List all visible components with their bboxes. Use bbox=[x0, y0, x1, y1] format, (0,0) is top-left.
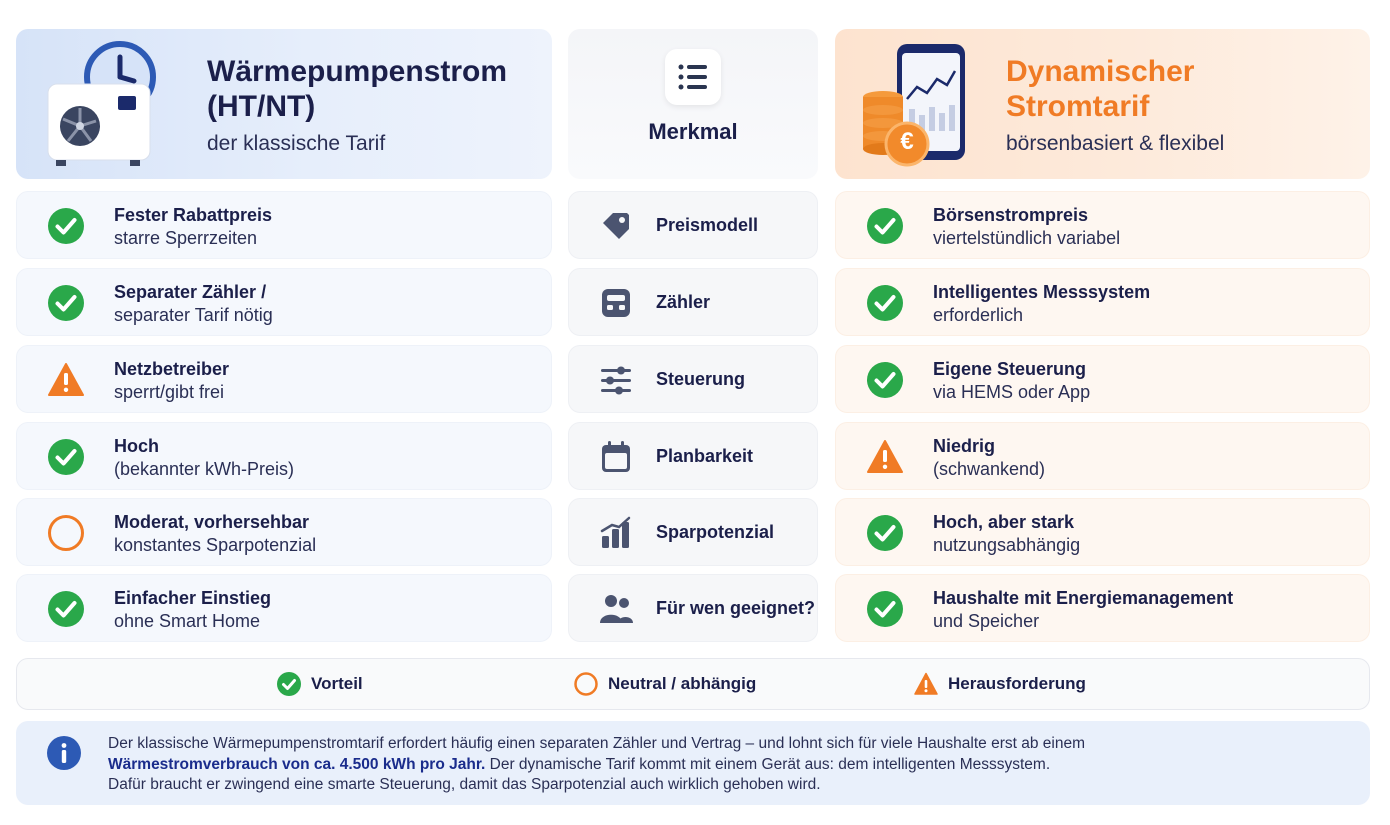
cell-title: Intelligentes Messsystem bbox=[933, 282, 1151, 302]
cell-detail: (bekannter kWh-Preis) bbox=[114, 459, 295, 479]
cell-title: Netzbetreiber bbox=[114, 359, 230, 379]
cell-detail: ohne Smart Home bbox=[114, 611, 261, 631]
feature-label: Preismodell bbox=[656, 215, 759, 235]
info-box bbox=[16, 721, 1370, 805]
info-line2 bbox=[108, 755, 1348, 776]
cell-title: Niedrig bbox=[933, 436, 996, 456]
cell-text bbox=[933, 358, 1090, 404]
left-header-subtitle: der klassische Tarif bbox=[207, 132, 386, 155]
cell-text bbox=[114, 358, 229, 404]
cell-title: Separater Zähler / bbox=[114, 282, 267, 302]
row-feature-cell bbox=[568, 574, 818, 642]
euro-symbol: € bbox=[900, 128, 914, 155]
feature-label: Zähler bbox=[656, 292, 711, 312]
users-icon bbox=[599, 592, 633, 626]
cell-detail: (schwankend) bbox=[933, 459, 1046, 479]
left-header-title-line1: Wärmepumpenstrom bbox=[207, 55, 508, 88]
row-left-cell bbox=[16, 422, 552, 490]
right-header-title-line1: Dynamischer bbox=[1006, 55, 1195, 88]
feature-label: Sparpotenzial bbox=[656, 522, 775, 542]
feature-label: Planbarkeit bbox=[656, 446, 754, 466]
cell-text bbox=[933, 281, 1150, 327]
check-icon bbox=[866, 207, 904, 245]
row-left-cell bbox=[16, 498, 552, 566]
calendar-icon bbox=[599, 440, 633, 474]
legend-neutral bbox=[574, 672, 756, 696]
cell-text bbox=[933, 511, 1080, 557]
legend-advantage-label: Vorteil bbox=[311, 674, 363, 693]
cell-title: Haushalte mit Energiemanagement bbox=[933, 588, 1234, 608]
info-line2-text: Der dynamische Tarif kommt mit einem Gerät aus: dem intelligenten Messsystem. bbox=[489, 755, 1051, 773]
info-text bbox=[108, 734, 1348, 796]
left-header-title-line2: (HT/NT) bbox=[207, 90, 316, 123]
row-left-cell bbox=[16, 574, 552, 642]
right-header-title bbox=[1006, 54, 1194, 124]
row-right-cell bbox=[835, 574, 1370, 642]
cell-detail: sperrt/gibt frei bbox=[114, 382, 225, 402]
legend-challenge bbox=[914, 672, 1086, 696]
row-right-cell bbox=[835, 345, 1370, 413]
bar-chart-icon bbox=[599, 516, 633, 550]
check-icon bbox=[866, 590, 904, 628]
tag-icon bbox=[599, 209, 633, 243]
feature-header bbox=[568, 29, 818, 179]
cell-detail: via HEMS oder App bbox=[933, 382, 1091, 402]
row-feature-cell bbox=[568, 345, 818, 413]
legend-neutral-label: Neutral / abhängig bbox=[608, 674, 757, 693]
cell-title: Moderat, vorhersehbar bbox=[114, 512, 310, 532]
cell-text bbox=[114, 281, 273, 327]
row-left-cell bbox=[16, 268, 552, 336]
check-icon bbox=[47, 438, 85, 476]
cell-title: Fester Rabattpreis bbox=[114, 205, 273, 225]
warning-icon bbox=[866, 438, 904, 476]
neutral-circle-icon bbox=[47, 514, 85, 552]
cell-text bbox=[933, 204, 1120, 250]
cell-detail: konstantes Sparpotenzial bbox=[114, 535, 317, 555]
check-icon bbox=[866, 284, 904, 322]
cell-detail: separater Tarif nötig bbox=[114, 305, 273, 325]
check-icon bbox=[47, 590, 85, 628]
row-feature-cell bbox=[568, 191, 818, 259]
cell-text bbox=[114, 435, 294, 481]
check-icon bbox=[866, 361, 904, 399]
row-feature-cell bbox=[568, 422, 818, 490]
cell-detail: starre Sperrzeiten bbox=[114, 228, 258, 248]
row-right-cell bbox=[835, 268, 1370, 336]
legend-advantage bbox=[277, 672, 363, 696]
cell-text bbox=[114, 511, 316, 557]
heat-pump-tariff-header bbox=[16, 29, 552, 179]
check-icon bbox=[47, 207, 85, 245]
cell-detail: viertelstündlich variabel bbox=[933, 228, 1121, 248]
cell-title: Börsenstrompreis bbox=[933, 205, 1089, 225]
row-left-cell bbox=[16, 345, 552, 413]
phone-coins-icon bbox=[861, 41, 1001, 169]
neutral-circle-icon bbox=[574, 672, 598, 696]
row-right-cell bbox=[835, 422, 1370, 490]
info-line1: Der klassische Wärmepumpenstromtarif erfordert häufig einen separaten Zähler und Vertrag – und lohnt sich für viele Haushalte erst ab einem bbox=[108, 735, 1085, 752]
legend-challenge-label: Herausforderung bbox=[948, 674, 1086, 693]
row-feature-cell bbox=[568, 268, 818, 336]
cell-detail: und Speicher bbox=[933, 611, 1040, 631]
dynamic-tariff-header bbox=[835, 29, 1370, 179]
cell-title: Einfacher Einstieg bbox=[114, 588, 272, 608]
check-icon bbox=[47, 284, 85, 322]
meter-icon bbox=[599, 286, 633, 320]
feature-label: Für wen geeignet? bbox=[656, 598, 816, 618]
sliders-icon bbox=[599, 363, 633, 397]
legend bbox=[16, 658, 1370, 710]
cell-text bbox=[114, 204, 272, 250]
info-highlight: Wärmestromverbrauch von ca. 4.500 kWh pro Jahr. bbox=[108, 755, 486, 773]
cell-title: Eigene Steuerung bbox=[933, 359, 1087, 379]
info-line3: Dafür braucht er zwingend eine smarte Steuerung, damit das Sparpotenzial auch wirklich gehoben wird. bbox=[108, 776, 821, 793]
cell-title: Hoch bbox=[114, 436, 159, 456]
cell-text bbox=[933, 435, 1045, 481]
info-icon bbox=[46, 735, 82, 771]
row-feature-cell bbox=[568, 498, 818, 566]
check-icon bbox=[277, 672, 301, 696]
left-header-title bbox=[207, 54, 507, 124]
heat-pump-clock-icon bbox=[46, 41, 196, 171]
cell-detail: nutzungsabhängig bbox=[933, 535, 1081, 555]
cell-text bbox=[114, 587, 271, 633]
row-right-cell bbox=[835, 498, 1370, 566]
right-header-subtitle: börsenbasiert & flexibel bbox=[1006, 132, 1225, 155]
feature-label: Steuerung bbox=[656, 369, 746, 389]
feature-header-title: Merkmal bbox=[648, 119, 738, 144]
cell-title: Hoch, aber stark bbox=[933, 512, 1075, 532]
row-left-cell bbox=[16, 191, 552, 259]
check-icon bbox=[866, 514, 904, 552]
right-header-title-line2: Stromtarif bbox=[1006, 90, 1150, 123]
warning-icon bbox=[914, 672, 938, 696]
row-right-cell bbox=[835, 191, 1370, 259]
cell-detail: erforderlich bbox=[933, 305, 1024, 325]
list-icon bbox=[665, 49, 721, 105]
cell-text bbox=[933, 587, 1233, 633]
warning-icon bbox=[47, 361, 85, 399]
